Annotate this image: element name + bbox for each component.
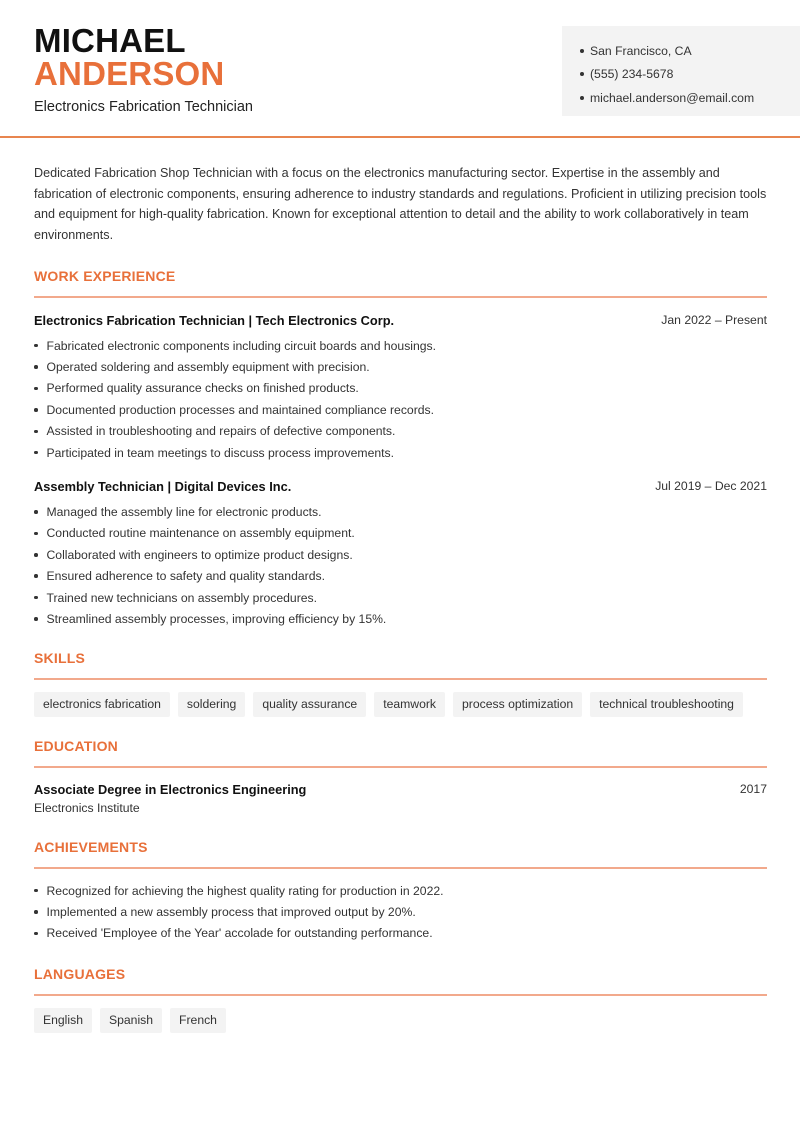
list-item: Assisted in troubleshooting and repairs of defective components.: [34, 421, 767, 442]
job-bullets: [34, 501, 767, 629]
language-tag: Spanish: [100, 1008, 162, 1033]
contact-box: [562, 26, 800, 116]
work-experience-section: [34, 266, 767, 630]
section-title: LANGUAGES: [34, 966, 126, 982]
email-text: michael.anderson@email.com: [590, 90, 755, 105]
skill-tag: teamwork: [374, 692, 445, 717]
bullet-icon: [34, 532, 38, 536]
skills-section: [34, 648, 767, 717]
section-title: ACHIEVEMENTS: [34, 839, 148, 855]
languages-list: [34, 1008, 767, 1033]
list-item: Performed quality assurance checks on finished products.: [34, 378, 767, 399]
list-item: Recognized for achieving the highest quality rating for production in 2022.: [34, 880, 767, 901]
bullet-icon: [34, 889, 38, 893]
bullet-icon: [34, 553, 38, 557]
list-item: Operated soldering and assembly equipment with precision.: [34, 356, 767, 377]
job-bullets: [34, 335, 767, 463]
job-dates: Jan 2022 – Present: [661, 313, 767, 327]
achievements-list: [34, 880, 767, 944]
summary-paragraph: Dedicated Fabrication Shop Technician with a focus on the electronics manufacturing sector. Expertise in the assembly and fabrication of electronic components, ensuring adherence to industry standards and regulations. Proficient in utilizing precision tools and equipment for high-quality fabrication. Known for exceptional attention to detail and the ability to work collaboratively in team environments.: [34, 166, 767, 242]
bullet-icon: [580, 72, 584, 76]
list-item: Managed the assembly line for electronic products.: [34, 501, 767, 522]
list-item: Trained new technicians on assembly procedures.: [34, 587, 767, 608]
skills-list: [34, 692, 767, 717]
list-item: Fabricated electronic components including circuit boards and housings.: [34, 335, 767, 356]
bullet-icon: [34, 617, 38, 621]
list-item: Implemented a new assembly process that improved output by 20%.: [34, 901, 767, 922]
job-header: [34, 310, 767, 330]
bullet-icon: [34, 510, 38, 514]
bullet-icon: [34, 451, 38, 455]
list-item: Streamlined assembly processes, improving efficiency by 15%.: [34, 608, 767, 629]
list-item: Received 'Employee of the Year' accolade for outstanding performance.: [34, 923, 767, 944]
degree: Associate Degree in Electronics Engineering: [34, 781, 307, 797]
bullet-icon: [34, 574, 38, 578]
section-divider: [34, 766, 767, 768]
achievements-section: [34, 837, 767, 944]
contact-phone: [580, 63, 800, 87]
education-header: [34, 779, 767, 799]
contact-location: [580, 39, 800, 63]
languages-section: [34, 964, 767, 1033]
bullet-icon: [34, 596, 38, 600]
location-text: San Francisco, CA: [590, 43, 692, 58]
job-role: Electronics Fabrication Technician | Tech Electronics Corp.: [34, 312, 395, 328]
graduation-year: 2017: [739, 782, 767, 796]
section-title: EDUCATION: [34, 738, 118, 754]
skill-tag: electronics fabrication: [34, 692, 170, 717]
job-entry: [34, 310, 767, 463]
section-divider: [34, 296, 767, 298]
bullet-icon: [34, 344, 38, 348]
school-name: Electronics Institute: [34, 801, 140, 815]
first-name: MICHAEL: [34, 22, 186, 59]
bullet-icon: [34, 910, 38, 914]
skill-tag: quality assurance: [253, 692, 366, 717]
contact-email: [580, 86, 800, 110]
education-entry: [34, 779, 767, 815]
section-divider: [34, 994, 767, 996]
skill-tag: soldering: [178, 692, 245, 717]
job-title: Electronics Fabrication Technician: [34, 99, 253, 115]
bullet-icon: [34, 932, 38, 936]
bullet-icon: [34, 430, 38, 434]
phone-text: (555) 234-5678: [590, 67, 674, 82]
skill-tag: process optimization: [453, 692, 582, 717]
list-item: Conducted routine maintenance on assembly equipment.: [34, 523, 767, 544]
list-item: Participated in team meetings to discuss process improvements.: [34, 442, 767, 463]
skill-tag: technical troubleshooting: [590, 692, 743, 717]
job-header: [34, 476, 767, 496]
resume-header: [0, 0, 800, 138]
list-item: Collaborated with engineers to optimize product designs.: [34, 544, 767, 565]
language-tag: French: [170, 1008, 226, 1033]
last-name: ANDERSON: [34, 55, 225, 92]
list-item: Documented production processes and maintained compliance records.: [34, 399, 767, 420]
bullet-icon: [34, 387, 38, 391]
bullet-icon: [34, 408, 38, 412]
job-dates: Jul 2019 – Dec 2021: [655, 479, 767, 494]
job-entry: [34, 476, 767, 629]
bullet-icon: [580, 49, 584, 53]
list-item: Ensured adherence to safety and quality standards.: [34, 566, 767, 587]
job-role: Assembly Technician | Digital Devices Inc.: [34, 478, 292, 494]
bullet-icon: [34, 365, 38, 369]
section-divider: [34, 678, 767, 680]
bullet-icon: [580, 96, 584, 100]
section-divider: [34, 867, 767, 869]
language-tag: English: [34, 1008, 92, 1033]
education-section: [34, 736, 767, 815]
section-title: SKILLS: [34, 650, 85, 666]
section-title: WORK EXPERIENCE: [34, 268, 176, 284]
